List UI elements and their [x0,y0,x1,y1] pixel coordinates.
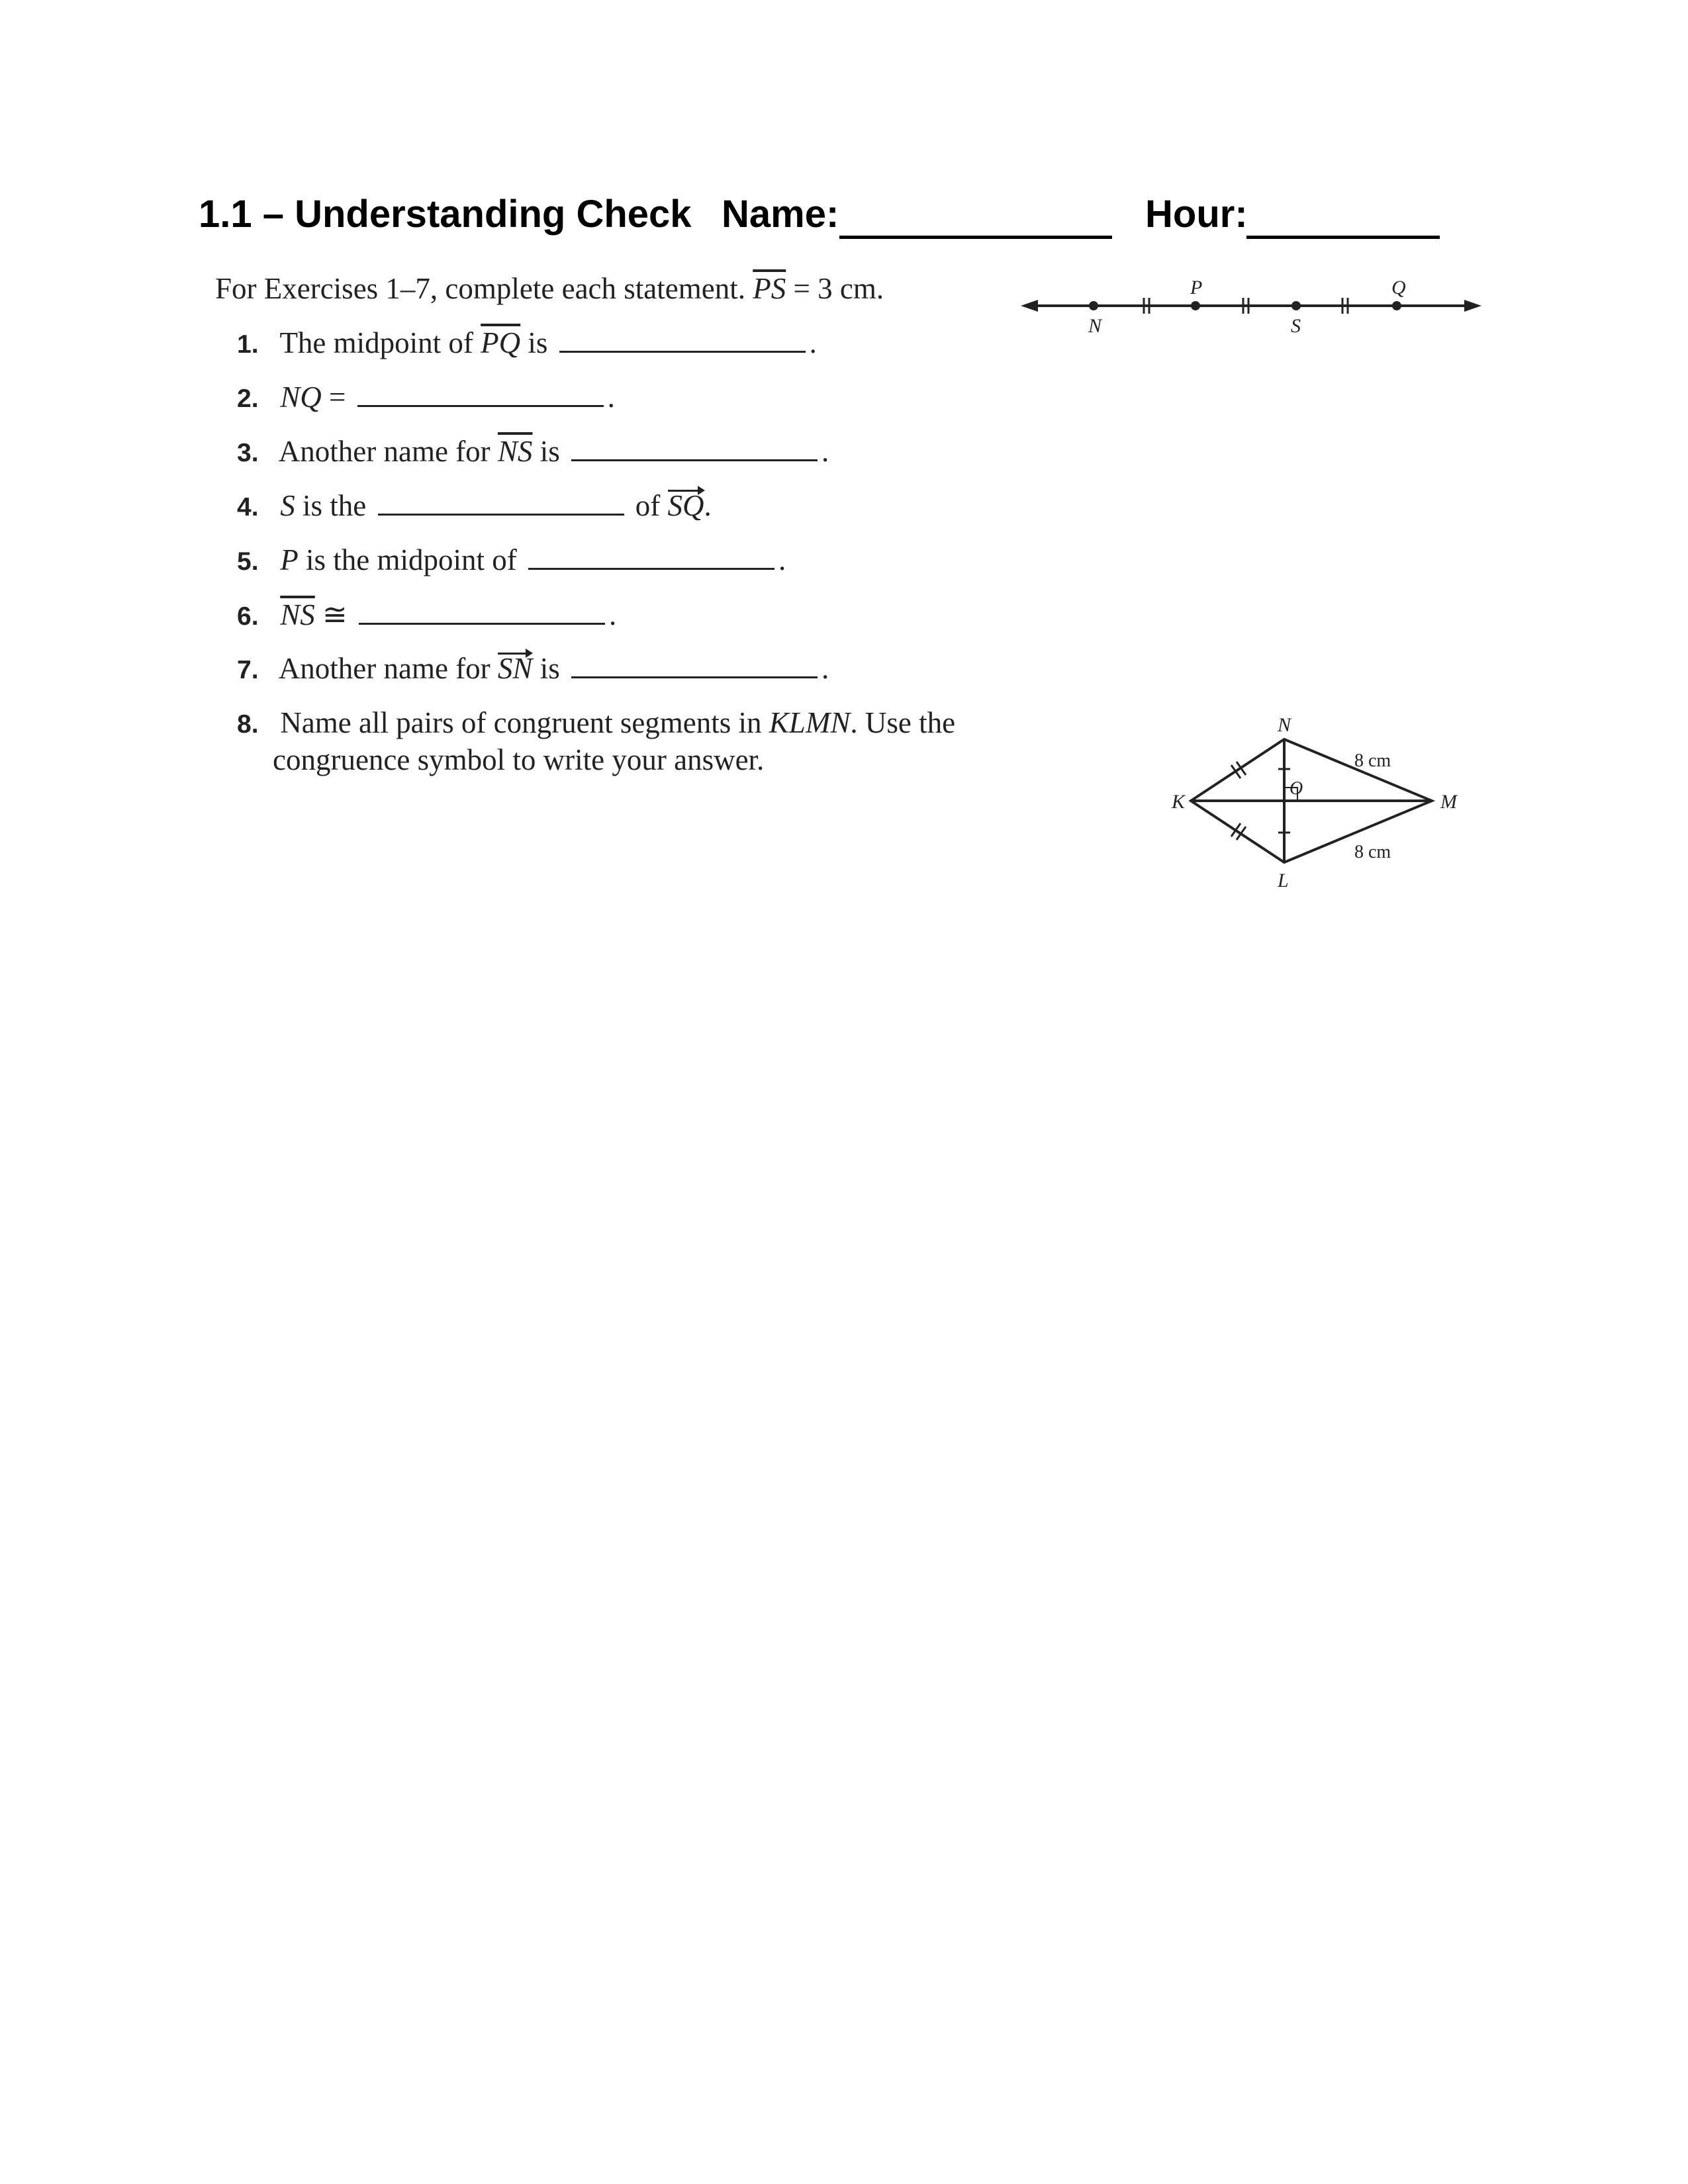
exercise-5 [237,543,786,577]
exercise-text: Another name for [278,652,498,685]
vertex-label-l: L [1278,870,1289,891]
figure-name: KLMN [769,706,851,739]
segment-label: $\overline{NS}$ [497,435,533,468]
point-q [1392,301,1401,310]
intro-given-rest: = 3 cm. [786,272,884,305]
left-arrowhead [1021,300,1038,312]
intro-text: For Exercises 1–7, complete each statement. [215,272,745,305]
exercise-8-line-2 [273,743,764,777]
exercise-intro [215,271,884,306]
hour-label: Hour: [1145,193,1248,236]
exercise-text: is the [295,489,367,522]
point-n [1089,301,1098,310]
segment-label: $\overline{PQ}$ [481,326,521,359]
exercise-text: . Use the [850,706,956,739]
exercise-number: 1. [237,330,259,359]
side-length-nm: 8 cm [1354,751,1391,771]
point-label-p: P [1190,277,1203,298]
exercise-8 [237,705,955,740]
period: . [608,598,617,631]
exercise-number: 8. [237,710,259,739]
right-arrowhead [1464,300,1481,312]
intro-given-segment: $\overline{PS}$ [753,272,786,305]
exercise-text: is the midpoint of [298,543,517,576]
hour-blank[interactable] [1246,236,1440,239]
segment-label: $\overline{NS}$ [280,598,315,631]
answer-blank[interactable] [571,654,818,678]
period: . [704,489,712,522]
answer-blank[interactable] [559,328,806,353]
exercise-text: ≅ [314,598,348,631]
exercise-number: 3. [237,439,259,467]
exercise-text: The midpoint of [279,326,481,359]
answer-blank[interactable] [359,600,605,625]
ray-label: SN [497,652,533,685]
answer-blank[interactable] [378,491,624,516]
center-label-o: O [1289,778,1303,799]
exercise-7 [237,651,829,686]
name-blank[interactable] [839,236,1112,239]
point-label-q: Q [1391,277,1406,298]
exercise-text: Name all pairs of congruent segments in [280,706,769,739]
exercise-6 [237,597,616,632]
exercise-text: is [520,326,548,359]
period: . [809,326,817,359]
kite-figure [1152,702,1483,900]
answer-blank[interactable] [571,437,818,461]
exercise-2 [237,380,615,414]
vertex-label-k: K [1172,791,1186,813]
period: . [821,652,829,685]
exercise-text: NQ [280,381,322,414]
name-label: Name: [722,193,839,236]
worksheet-header [199,192,1496,251]
exercise-number: 6. [237,602,259,631]
period: . [778,543,786,576]
exercise-1 [237,326,817,360]
exercise-number: 7. [237,656,259,684]
exercise-text: Another name for [278,435,498,468]
exercise-text: congruence symbol to write your answer. [273,743,765,776]
exercise-text: is [532,652,560,685]
exercise-number: 5. [237,547,259,576]
point-s [1291,301,1301,310]
number-line-figure [1019,271,1483,344]
point-label-s: S [1291,315,1301,337]
point-p [1191,301,1200,310]
exercise-number: 2. [237,385,259,413]
exercise-text: of [635,489,668,522]
exercise-text: = [321,381,346,414]
answer-blank[interactable] [357,383,604,407]
answer-blank[interactable] [528,545,774,570]
exercise-text: S [280,489,295,522]
exercise-text: is [532,435,560,468]
exercise-4 [237,488,712,523]
ray-label: SQ [667,489,704,522]
period: . [821,435,829,468]
side-length-lm: 8 cm [1354,842,1391,862]
worksheet-title: 1.1 – Understanding Check [199,193,692,236]
exercise-number: 4. [237,493,259,522]
exercise-3 [237,434,829,469]
period: . [607,381,615,414]
vertex-label-m: M [1440,791,1457,813]
point-label-n: N [1088,315,1102,337]
vertex-label-n: N [1278,714,1291,736]
exercise-text: P [280,543,299,576]
